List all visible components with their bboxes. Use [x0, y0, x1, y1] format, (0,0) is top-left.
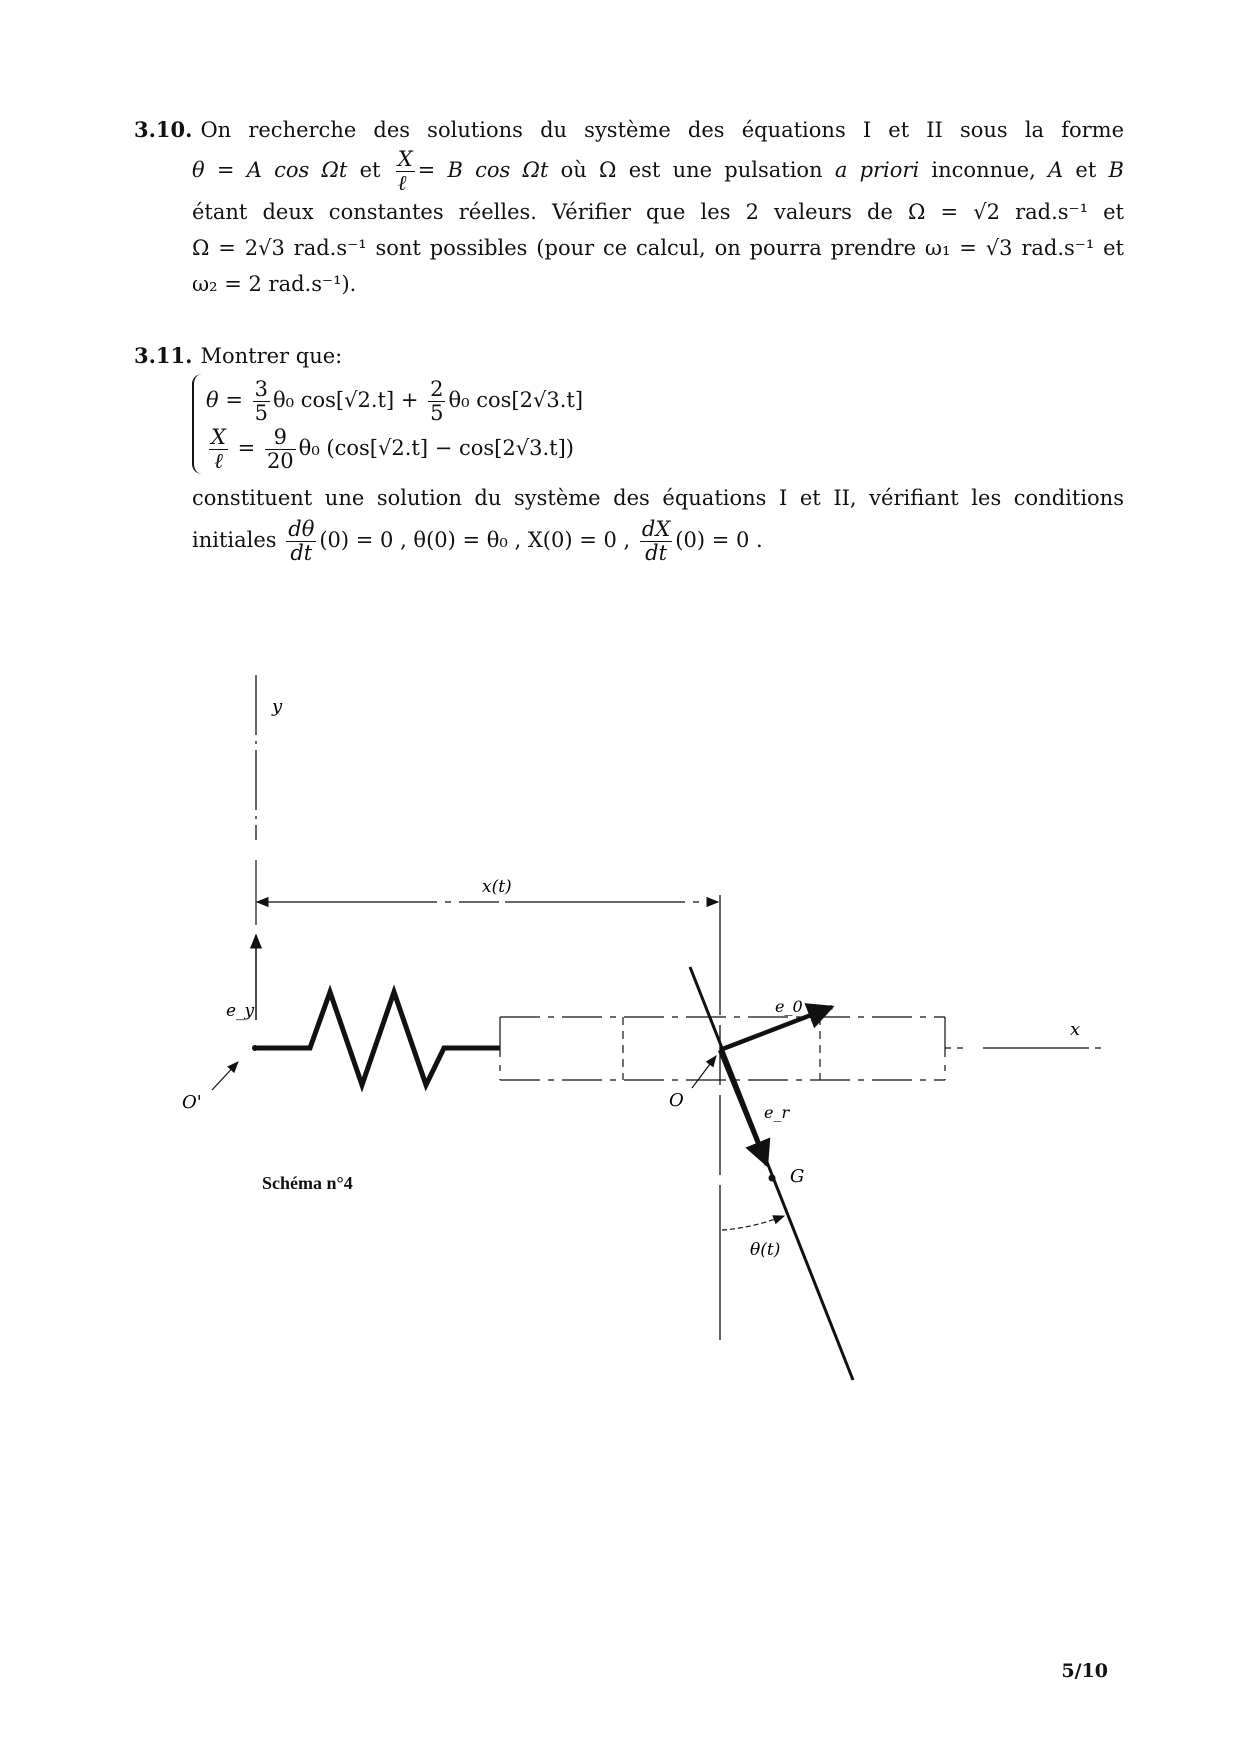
q310-line-3: étant deux constantes réelles. Vérifier que les 2 valeurs de Ω = √2 rad.s⁻¹ et	[192, 200, 1124, 224]
q310-pulsation-text: où Ω est une pulsation	[560, 158, 823, 182]
eq2-f-num: 9	[265, 427, 296, 450]
q310-b-form: = B cos Ωt	[417, 158, 549, 182]
c2-f2-num: dX	[641, 517, 671, 541]
label-o-prime: O'	[182, 1092, 202, 1113]
c2-initiales: initiales	[192, 528, 277, 552]
eq1-f2-den: 5	[430, 401, 444, 425]
theta-angle-arc	[722, 1216, 784, 1230]
q310-a-priori: a priori	[834, 158, 920, 182]
o-prime-pointer	[212, 1062, 238, 1090]
c2-f2-den: dt	[645, 541, 668, 565]
eq1-term-2: θ₀ cos[2√3.t]	[448, 388, 584, 412]
c2-end: (0) = 0 .	[675, 528, 763, 552]
q310-text-1: On recherche des solutions du système des équations I et II sous la forme	[200, 118, 1124, 142]
q311-intro: Montrer que:	[200, 344, 343, 368]
q310-frac-den: ℓ	[397, 171, 407, 195]
label-y: y	[272, 696, 283, 717]
q310-A: A	[1047, 158, 1064, 182]
c2-f1-den: dt	[290, 541, 313, 565]
page-number: 5/10	[1061, 1660, 1108, 1682]
eq1-term-1: θ₀ cos[√2.t] +	[272, 388, 419, 412]
q310-B: B	[1108, 158, 1124, 182]
q310-line-5: ω₂ = 2 rad.s⁻¹).	[192, 272, 357, 296]
c2-f1-num: dθ	[288, 517, 315, 541]
label-theta: θ(t)	[750, 1240, 781, 1260]
eq2-lhs-den: ℓ	[214, 449, 223, 473]
q310-frac-num: X	[397, 147, 413, 171]
eq2-rest: θ₀ (cos[√2.t] − cos[2√3.t])	[298, 436, 574, 460]
q311-number: 3.11.	[134, 343, 193, 368]
q311-conclusion-line-1: constituent une solution du système des équations I et II, vérifiant les conditions	[192, 486, 1124, 510]
o-pointer	[692, 1056, 716, 1088]
label-ey: e_y	[226, 1001, 255, 1021]
label-o: O	[669, 1090, 684, 1111]
c2-conditions: (0) = 0 , θ(0) = θ₀ , X(0) = 0 ,	[319, 528, 631, 552]
eq2-f-den: 20	[266, 449, 294, 473]
label-xt: x(t)	[482, 877, 512, 897]
eq1-lhs: θ =	[206, 388, 243, 412]
er-vector	[720, 1050, 767, 1165]
spring	[255, 992, 500, 1085]
q310-theta-form: θ = A cos Ωt	[192, 158, 348, 182]
label-e0: e_0	[775, 997, 803, 1016]
figure-caption: Schéma n°4	[262, 1173, 353, 1193]
q310-et-2: et	[1075, 158, 1097, 182]
spring-anchor-point	[252, 1045, 258, 1051]
eq1-f1-den: 5	[254, 401, 268, 425]
eq1-f2-num: 2	[430, 377, 444, 401]
q310-inconnue: inconnue,	[931, 158, 1036, 182]
q310-line-4: Ω = 2√3 rad.s⁻¹ sont possibles (pour ce calcul, on pourra prendre ω₁ = √3 rad.s⁻¹ et	[192, 236, 1124, 260]
eq1-f1-num: 3	[254, 377, 268, 401]
label-x: x	[1070, 1019, 1081, 1040]
q310-number: 3.10.	[134, 117, 193, 142]
center-of-mass-g	[769, 1175, 776, 1182]
eq2-equals: =	[237, 436, 256, 460]
eq2-lhs-num: X	[211, 425, 226, 449]
label-er: e_r	[764, 1103, 790, 1122]
q310-et-1: et	[359, 158, 381, 182]
label-g: G	[790, 1166, 805, 1187]
